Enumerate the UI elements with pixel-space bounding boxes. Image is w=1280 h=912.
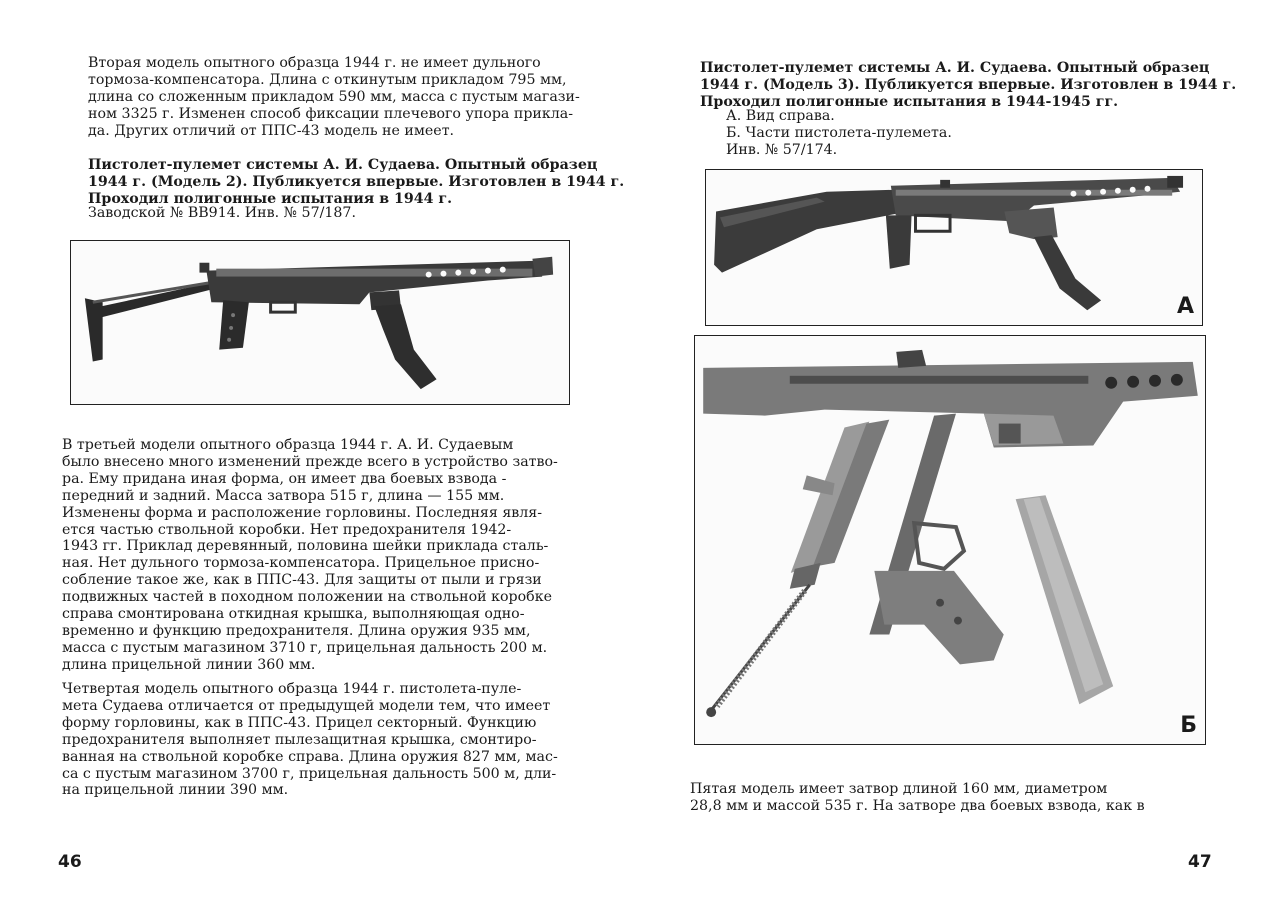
right-page <box>640 0 1280 912</box>
text-line: мета Судаева отличается от предыдущей модели тем, что имеет <box>62 697 551 714</box>
page-number-right: 47 <box>1188 852 1212 872</box>
figure-legend <box>726 108 952 159</box>
text-line: на прицельной линии 390 мм. <box>62 782 289 799</box>
text-line: подвижных частей в походном положении на ствольной коробке <box>62 589 552 606</box>
legend-line: А. Вид справа. <box>726 108 835 124</box>
text-line: предохранителя выполняет пылезащитная крышка, смонтиро- <box>62 731 537 748</box>
text-line: передний и задний. Масса затвора 515 г, длина — 155 мм. <box>62 487 505 504</box>
text-line: временно и функцию предохранителя. Длина оружия 935 мм, <box>62 622 531 639</box>
text-line: да. Других отличий от ППС-43 модель не имеет. <box>88 122 455 139</box>
text-line: было внесено много изменений прежде всего в устройство затво- <box>62 453 558 470</box>
figure-b-label: Б <box>1180 713 1197 738</box>
text-line: ном 3325 г. Изменен способ фиксации плечевого упора прикла- <box>88 105 574 122</box>
text-line: масса с пустым магазином 3710 г, прицельная дальность 200 м. <box>62 639 548 656</box>
text-line: Изменены форма и расположение горловины. Последняя явля- <box>62 504 543 521</box>
text-line: справа смонтирована откидная крышка, выполняющая одно- <box>62 606 525 623</box>
text-line: форму горловины, как в ППС-43. Прицел секторный. Функцию <box>62 714 537 731</box>
model-3-paragraph <box>62 437 572 674</box>
caption-line: Пистолет-пулемет системы А. И. Судаева. Опытный образец <box>88 157 598 173</box>
caption-line: 1944 г. (Модель 3). Публикуется впервые. Изготовлен в 1944 г. <box>700 76 1237 93</box>
text-line: ра. Ему придана иная форма, он имеет два боевых взвода - <box>62 470 507 487</box>
serial-line: Заводской № ВВ914. Инв. № 57/187. <box>88 205 356 221</box>
text-line: тормоза-компенсатора. Длина с откинутым прикладом 795 мм, <box>88 71 567 88</box>
text-line: са с пустым магазином 3700 г, прицельная дальность 500 м, дли- <box>62 765 557 782</box>
model-4-paragraph <box>62 681 572 799</box>
figure-caption-model-2 <box>88 157 625 208</box>
text-line: собление такое же, как в ППС-43. Для защиты от пыли и грязи <box>62 572 542 589</box>
text-line: ная. Нет дульного тормоза-компенсатора. Прицельное присно- <box>62 555 540 572</box>
figure-a-label: А <box>1176 294 1194 319</box>
legend-line: Б. Части пистолета-пулемета. <box>726 125 952 141</box>
caption-line: Проходил полигонные испытания в 1944-1945 гг. <box>700 93 1119 110</box>
page-number-left: 46 <box>58 852 82 872</box>
figure-b-smg-parts <box>694 335 1206 745</box>
model-5-paragraph <box>690 781 1200 815</box>
text-line: Четвертая модель опытного образца 1944 г. пистолета-пуле- <box>62 681 522 697</box>
caption-line: 1944 г. (Модель 2). Публикуется впервые. Изготовлен в 1944 г. <box>88 173 625 190</box>
figure-a-right-view <box>705 169 1203 326</box>
smg-parts-illustration <box>695 336 1205 744</box>
legend-line: Инв. № 57/174. <box>726 142 838 158</box>
text-line: длина прицельной линии 360 мм. <box>62 656 316 673</box>
text-line: ванная на ствольной коробке справа. Длина оружия 827 мм, мас- <box>62 748 558 765</box>
text-line: В третьей модели опытного образца 1944 г. А. И. Судаевым <box>62 437 514 453</box>
text-line: 1943 гг. Приклад деревянный, половина шейки приклада сталь- <box>62 538 549 555</box>
figure-model-2-smg <box>70 240 570 405</box>
figure-caption-model-3 <box>700 60 1240 111</box>
caption-line: Пистолет-пулемет системы А. И. Судаева. Опытный образец <box>700 60 1210 76</box>
text-line: Вторая модель опытного образца 1944 г. не имеет дульного <box>88 55 541 71</box>
text-line: длина со сложенным прикладом 590 мм, масса с пустым магази- <box>88 88 580 105</box>
smg-model-2-illustration <box>71 241 569 404</box>
caption-line: Проходил полигонные испытания в 1944 г. <box>88 190 453 207</box>
text-line: 28,8 мм и массой 535 г. На затворе два боевых взвода, как в <box>690 797 1145 814</box>
smg-model-3-right-view <box>706 170 1202 325</box>
text-line: ется частью ствольной коробки. Нет предохранителя 1942- <box>62 521 512 538</box>
intro-paragraph <box>88 55 580 140</box>
serial-number <box>88 205 356 222</box>
text-line: Пятая модель имеет затвор длиной 160 мм, диаметром <box>690 781 1108 797</box>
